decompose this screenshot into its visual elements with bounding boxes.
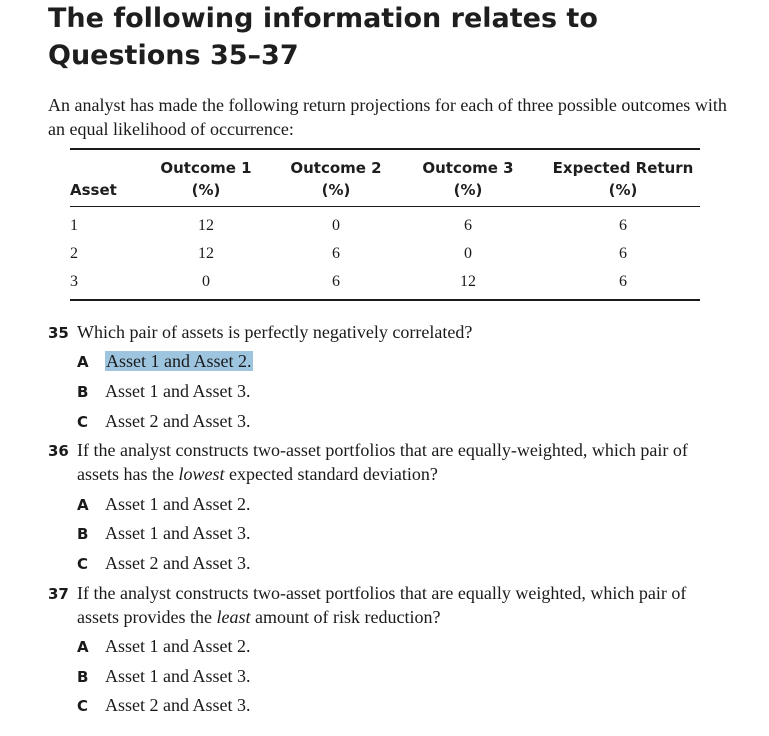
option-text: Asset 2 and Asset 3.	[105, 553, 251, 573]
option-text: Asset 2 and Asset 3.	[105, 411, 251, 431]
option-text: Asset 1 and Asset 2.	[105, 494, 251, 514]
table-cell: 1	[70, 217, 78, 234]
table-cell: 3	[70, 273, 78, 290]
table-cell: 6	[332, 245, 340, 262]
option-text: Asset 2 and Asset 3.	[105, 695, 251, 715]
table-bottom-rule	[70, 299, 700, 301]
option-text: Asset 1 and Asset 3.	[105, 523, 251, 543]
table-cell: 6	[332, 273, 340, 290]
table-cell: 0	[332, 217, 340, 234]
header-outcome-1: Outcome 1 (%)	[160, 159, 252, 199]
option-letter: B	[77, 525, 89, 543]
option-letter: C	[77, 697, 89, 715]
table-cell: 6	[619, 217, 627, 234]
table-cell: 12	[460, 273, 476, 290]
option-letter: A	[77, 496, 89, 514]
header-outcome-3: Outcome 3 (%)	[422, 159, 514, 199]
table-cell: 6	[619, 273, 627, 290]
table-cell: 12	[198, 245, 214, 262]
page-heading: The following information relates to Questions 35–37	[48, 3, 598, 71]
question-number: 35	[48, 324, 69, 342]
option-text	[105, 349, 253, 373]
question-stem: If the analyst constructs two-asset portfolios that are equally weighted, which pair of assets provides the least amount of risk reduction?	[77, 583, 687, 627]
option-letter: A	[77, 638, 89, 656]
option-text: Asset 1 and Asset 3.	[105, 666, 251, 686]
table-cell: 0	[464, 245, 472, 262]
selection-highlight: Asset 1 and Asset 2.	[106, 351, 252, 371]
question-stem: If the analyst constructs two-asset portfolios that are equally-weighted, which pair of assets has the lowest expected standard deviation?	[77, 440, 688, 484]
option-text: Asset 1 and Asset 3.	[105, 381, 251, 401]
option-letter: C	[77, 555, 89, 573]
table-header-rule	[70, 206, 700, 207]
question-number: 37	[48, 585, 69, 603]
option-letter: A	[77, 353, 89, 371]
table-cell: 0	[202, 273, 210, 290]
table-cell: 12	[198, 217, 214, 234]
question-stem: Which pair of assets is perfectly negatively correlated?	[77, 322, 473, 342]
option-text: Asset 1 and Asset 2.	[105, 636, 251, 656]
table-top-rule	[70, 148, 700, 150]
intro-paragraph: An analyst has made the following return projections for each of three possible outcomes with an equal likelihood of occurrence:	[48, 95, 727, 139]
table-cell: 2	[70, 245, 78, 262]
header-outcome-2: Outcome 2 (%)	[290, 159, 382, 199]
option-letter: B	[77, 668, 89, 686]
header-expected-return: Expected Return (%)	[552, 159, 694, 199]
table-cell: 6	[619, 245, 627, 262]
question-number: 36	[48, 442, 69, 460]
table-cell: 6	[464, 217, 472, 234]
option-letter: B	[77, 383, 89, 401]
option-letter: C	[77, 413, 89, 431]
